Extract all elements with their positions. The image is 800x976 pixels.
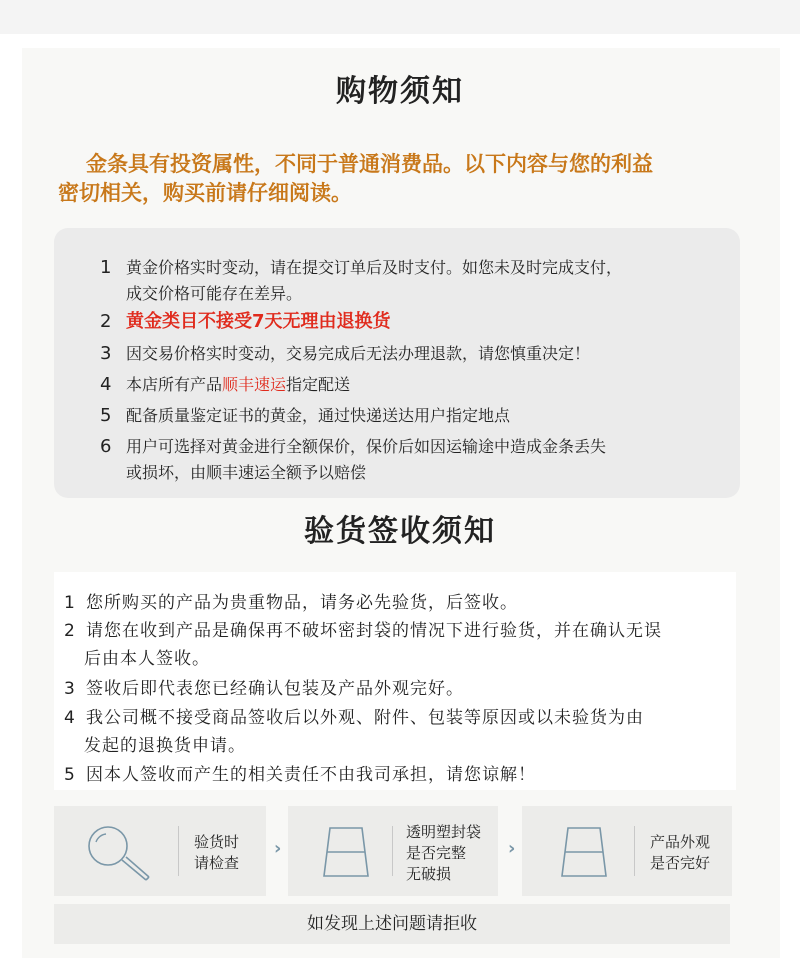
package-icon (322, 826, 370, 880)
magnifier-icon (82, 822, 154, 884)
sf-express-highlight: 顺丰速运 (222, 375, 287, 394)
chevron-right-icon: › (508, 838, 516, 859)
rule-item-4: 4 本店所有产品顺丰速运指定配送 (100, 374, 351, 395)
inspection-notice-title: 验货签收须知 (298, 512, 502, 552)
inspection-item-1: 1 您所购买的产品为贵重物品，请务必先验货，后签收。 (64, 593, 518, 613)
step-divider (178, 826, 179, 876)
rule-item-1: 1 黄金价格实时变动，请在提交订单后及时支付。如您未及时完成支付， 成交价格可能存在差异。 (100, 257, 623, 303)
intro-line-2: 密切相关，购买前请仔细阅读。 (58, 181, 352, 205)
rule-item-2: 2 黄金类目不接受7天无理由退换货 (100, 311, 391, 332)
package-icon (560, 826, 608, 880)
rule-item-6: 6 用户可选择对黄金进行全额保价，保价后如因运输途中造成金条丢失 或损坏，由顺丰速运全额予以赔偿 (100, 436, 607, 482)
refuse-notice-footer: 如发现上述问题请拒收 (54, 904, 730, 944)
step-divider (392, 826, 393, 876)
intro-text (58, 150, 738, 208)
step-card-1 (54, 806, 266, 896)
step-label-1: 验货时 请检查 (194, 833, 240, 872)
rule-item-3: 3 因交易价格实时变动，交易完成后无法办理退款，请您慎重决定！ (100, 343, 591, 364)
intro-line-1: 金条具有投资属性，不同于普通消费品。以下内容与您的利益 (86, 152, 653, 176)
rule-item-5: 5 配备质量鉴定证书的黄金，通过快递送达用户指定地点 (100, 405, 511, 426)
inspection-item-2: 2 请您在收到产品是确保再不破坏密封袋的情况下进行验货，并在确认无误 后由本人签收。 (64, 621, 662, 669)
inspection-item-3: 3 签收后即代表您已经确认包装及产品外观完好。 (64, 679, 464, 699)
step-divider (634, 826, 635, 876)
top-bar (0, 0, 800, 34)
purchase-notice-title: 购物须知 (330, 72, 470, 112)
inspection-notice-header (0, 512, 800, 552)
step-label-3: 产品外观 是否完好 (650, 833, 711, 872)
chevron-right-icon: › (274, 838, 282, 859)
inspection-item-4: 4 我公司概不接受商品签收后以外观、附件、包装等原因或以未验货为由 发起的退换货申请。 (64, 708, 644, 756)
inspection-item-5: 5 因本人签收而产生的相关责任不由我司承担，请您谅解！ (64, 765, 536, 785)
step-card-3 (522, 806, 732, 896)
step-label-2: 透明塑封袋 是否完整 无破损 (406, 823, 482, 883)
purchase-notice-header (0, 72, 800, 112)
step-card-2 (288, 806, 498, 896)
